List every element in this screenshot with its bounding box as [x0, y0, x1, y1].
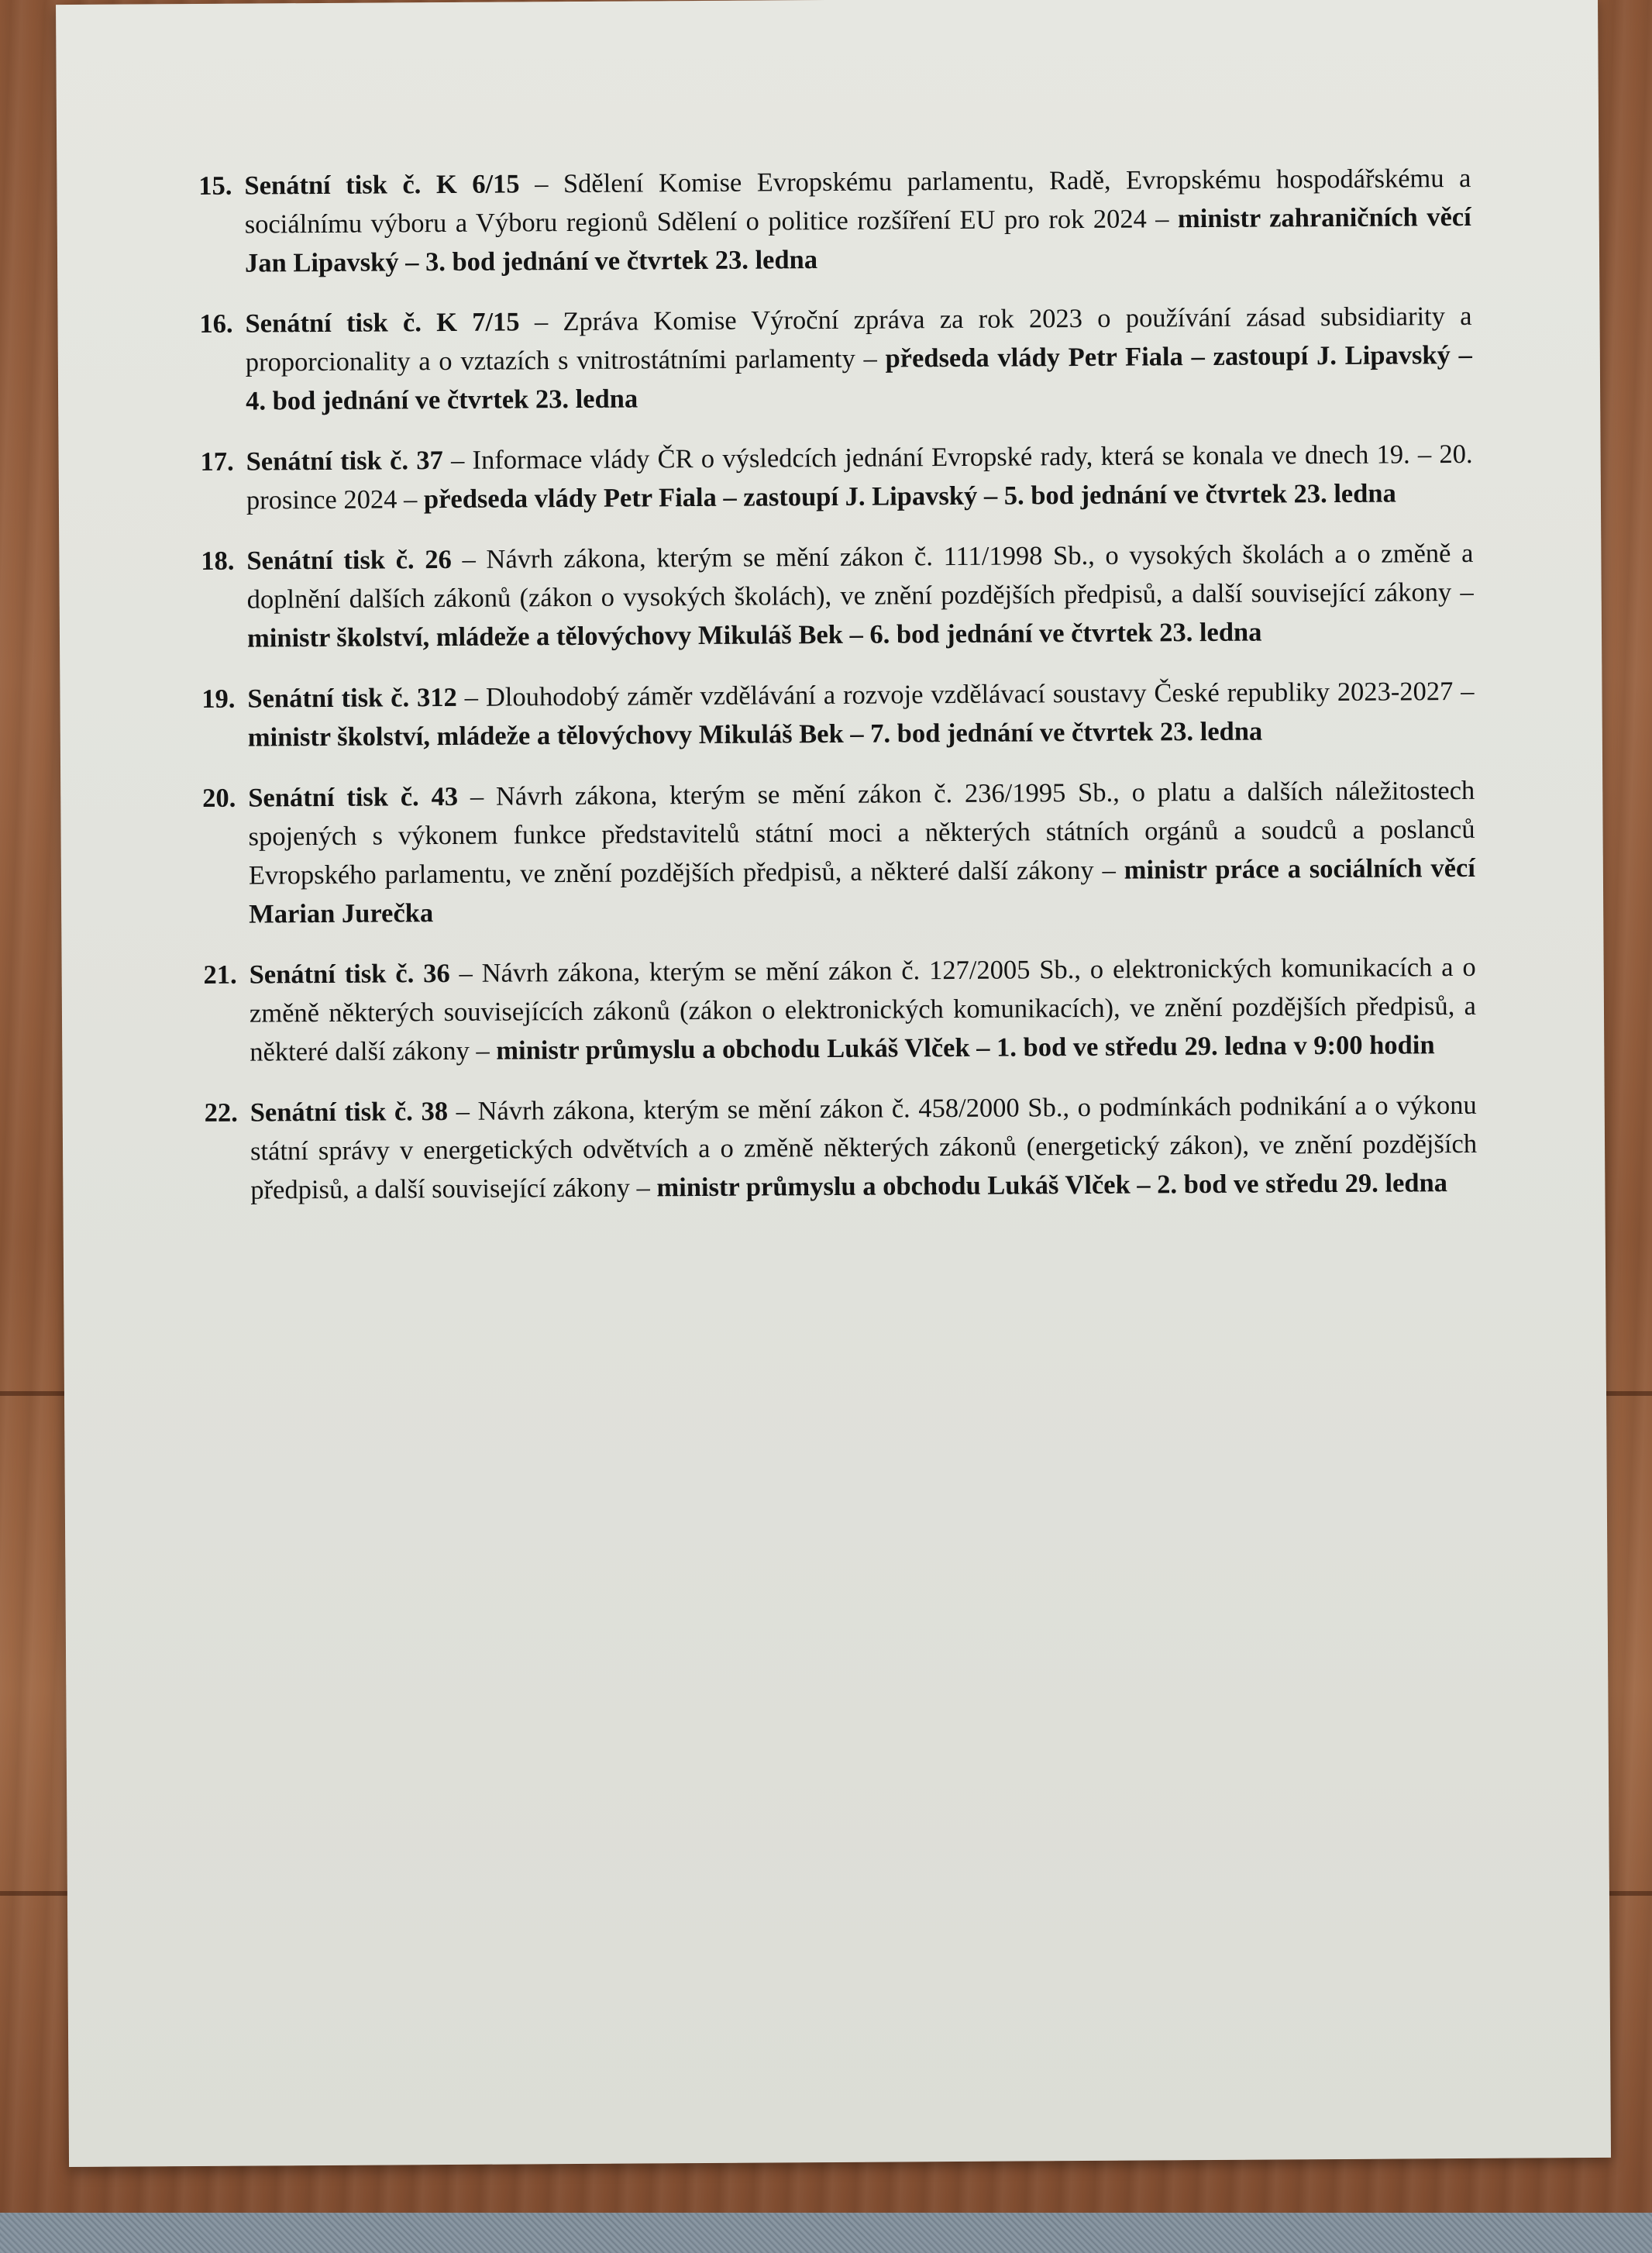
item-reference: Senátní tisk č. 43 — [248, 781, 459, 813]
agenda-item — [194, 948, 1477, 1072]
item-reference: Senátní tisk č. 38 — [250, 1097, 449, 1128]
item-speaker: ministr školství, mládeže a tělovýchovy Mikuláš Bek – 7. bod jednání ve čtvrtek 23. ledna — [247, 716, 1263, 753]
item-reference: Senátní tisk č. 312 — [247, 682, 457, 714]
item-number: 18. — [201, 546, 235, 576]
agenda-item — [189, 297, 1472, 421]
item-description: – Sdělení Komise Evropskému parlamentu, Radě, Evropskému hospodářskému a sociálnímu výboru a Výboru regionů Sdělení o politice rozšíření EU pro rok 2024 – — [244, 163, 1471, 239]
item-speaker: ministr práce a sociálních věcí Marian Jurečka — [249, 853, 1475, 929]
agenda-item — [190, 435, 1473, 520]
item-speaker: ministr průmyslu a obchodu Lukáš Vlček – 1. bod ve středu 29. ledna v 9:00 hodin — [496, 1030, 1435, 1066]
item-speaker: ministr zahraničních věcí Jan Lipavský – 3. bod jednání ve čtvrtek 23. ledna — [244, 202, 1471, 278]
item-description: – Dlouhodobý záměr vzdělávání a rozvoje vzdělávací soustavy České republiky 2023-2027 – — [456, 676, 1475, 712]
item-number: 17. — [200, 446, 234, 477]
item-description: – Zpráva Komise Výroční zpráva za rok 2023 o používání zásad subsidiarity a proporcionality a o vztazích s vnitrostátními parlamenty – — [245, 301, 1472, 377]
item-reference: Senátní tisk č. K 7/15 — [245, 307, 520, 339]
item-speaker: ministr školství, mládeže a tělovýchovy Mikuláš Bek – 6. bod jednání ve čtvrtek 23. ledna — [246, 617, 1262, 653]
agenda-item — [191, 672, 1475, 757]
agenda-list — [188, 159, 1477, 1232]
agenda-item — [192, 771, 1475, 934]
carpet-edge — [0, 2213, 1652, 2253]
item-reference: Senátní tisk č. 36 — [249, 958, 450, 990]
item-description: – Návrh zákona, kterým se mění zákon č. 458/2000 Sb., o podmínkách podnikání a o výkonu státní správy v energetických odvětvích a o změně některých zákonů (energetický zákon), ve znění pozdějších předpisů, a další související zákony – — [250, 1090, 1478, 1205]
item-reference: Senátní tisk č. 37 — [246, 446, 443, 477]
item-number: 16. — [199, 308, 233, 339]
item-description: – Informace vlády ČR o výsledcích jednání Evropské rady, která se konala ve dnech 19. – 20. prosince 2024 – — [246, 439, 1473, 515]
item-description: – Návrh zákona, kterým se mění zákon č. 236/1995 Sb., o platu a dalších náležitostech spojených s výkonem funkce představitelů státní moci a některých státních orgánů a soudců a poslanců Evropského parlamentu, ve znění pozdějších předpisů, a některé další zákony – — [248, 775, 1475, 891]
item-speaker: předseda vlády Petr Fiala – zastoupí J. Lipavský – 4. bod jednání ve čtvrtek 23. ledna — [246, 339, 1472, 416]
item-speaker: předseda vlády Petr Fiala – zastoupí J. Lipavský – 5. bod jednání ve čtvrtek 23. ledna — [423, 478, 1396, 515]
item-reference: Senátní tisk č. K 6/15 — [244, 169, 520, 201]
item-number: 20. — [202, 783, 236, 813]
item-number: 22. — [204, 1097, 238, 1128]
item-reference: Senátní tisk č. 26 — [246, 544, 452, 576]
agenda-item — [194, 1086, 1478, 1210]
paper-sheet — [56, 0, 1611, 2167]
agenda-item — [188, 159, 1471, 283]
item-description: – Návrh zákona, kterým se mění zákon č. 111/1998 Sb., o vysokých školách a o změně a doplnění dalších zákonů (zákon o vysokých školách), ve znění pozdějších předpisů, a další související zákony – — [246, 538, 1474, 615]
item-number: 19. — [201, 684, 236, 714]
item-description: – Návrh zákona, kterým se mění zákon č. 127/2005 Sb., o elektronických komunikacích a o změně některých souvisejících zákonů (zákon o elektronických komunikacích), ve znění pozdějších předpisů, a některé další zákony – — [249, 952, 1477, 1067]
item-speaker: ministr průmyslu a obchodu Lukáš Vlček – 2. bod ve středu 29. ledna — [656, 1168, 1448, 1203]
item-number: 15. — [198, 171, 232, 201]
item-number: 21. — [203, 959, 237, 990]
agenda-item — [191, 534, 1474, 658]
